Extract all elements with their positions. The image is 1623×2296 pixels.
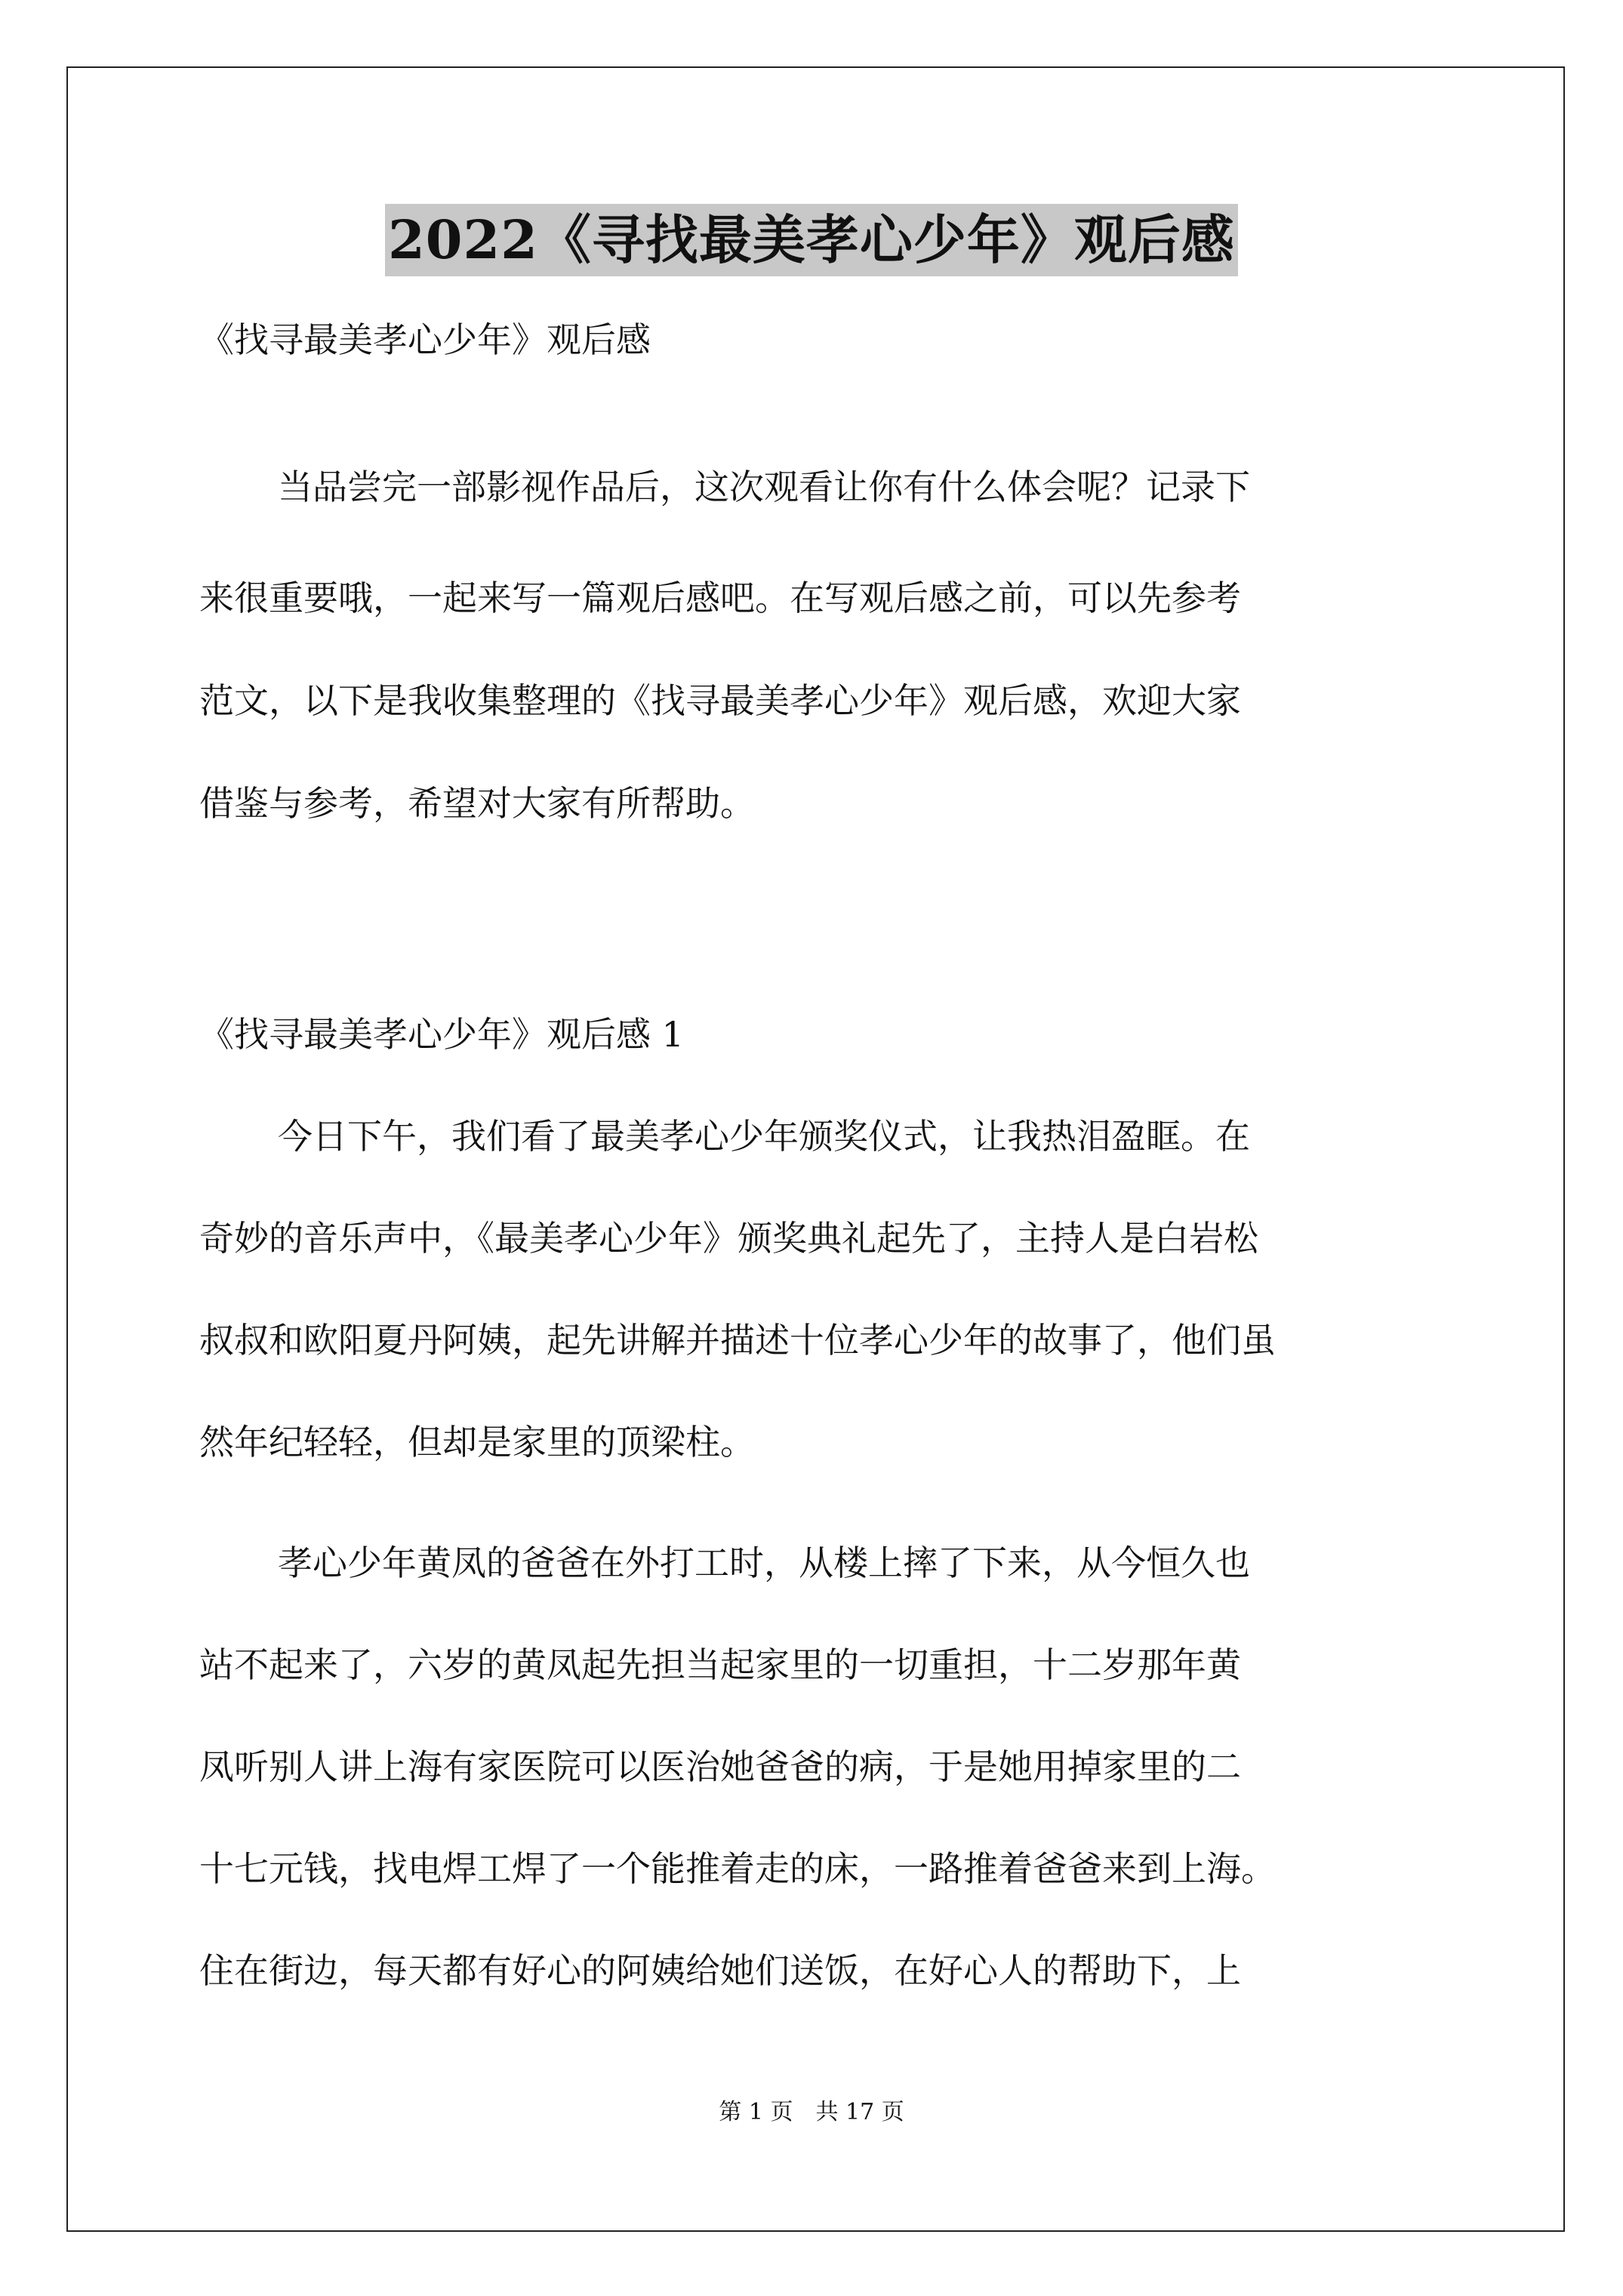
text-line: 叔叔和欧阳夏丹阿姨，起先讲解并描述十位孝心少年的故事了，他们虽: [199, 1320, 1276, 1361]
text-line: 范文，以下是我收集整理的《找寻最美孝心少年》观后感，欢迎大家: [199, 680, 1241, 721]
text-line: 当品尝完一部影视作品后，这次观看让你有什么体会呢？记录下: [278, 467, 1250, 507]
text-line: 住在街边，每天都有好心的阿姨给她们送饭，在好心人的帮助下，上: [199, 1950, 1241, 1991]
text-line: 凤听别人讲上海有家医院可以医治她爸爸的病，于是她用掉家里的二: [199, 1746, 1241, 1787]
text-line: 十七元钱，找电焊工焊了一个能推着走的床，一路推着爸爸来到上海。: [199, 1848, 1276, 1889]
text-line: 奇妙的音乐声中，《最美孝心少年》颁奖典礼起先了，主持人是白岩松: [199, 1218, 1258, 1259]
title-container: [0, 204, 1623, 276]
text-line: 《找寻最美孝心少年》观后感: [199, 319, 651, 360]
text-line: 借鉴与参考，希望对大家有所帮助。: [199, 783, 755, 824]
page-footer: 第 1 页 共 17 页: [719, 2099, 904, 2125]
text-line: 来很重要哦，一起来写一篇观后感吧。在写观后感之前，可以先参考: [199, 578, 1241, 618]
text-line: 《找寻最美孝心少年》观后感 1: [199, 1014, 684, 1055]
text-line: 然年纪轻轻，但却是家里的顶梁柱。: [199, 1422, 755, 1462]
document-title: 2022《寻找最美孝心少年》观后感: [385, 204, 1238, 276]
text-line: 今日下午，我们看了最美孝心少年颁奖仪式，让我热泪盈眶。在: [278, 1116, 1250, 1157]
text-line: 孝心少年黄凤的爸爸在外打工时，从楼上摔了下来，从今恒久也: [278, 1542, 1250, 1583]
text-line: 站不起来了，六岁的黄凤起先担当起家里的一切重担，十二岁那年黄: [199, 1644, 1241, 1685]
